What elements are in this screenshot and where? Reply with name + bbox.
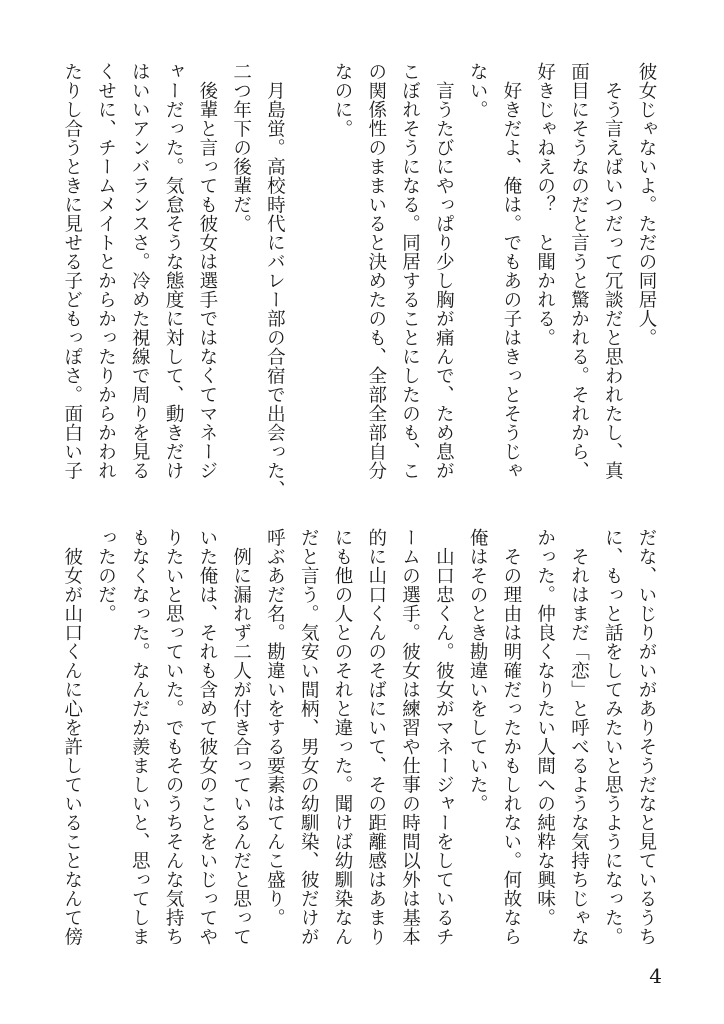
text-column: 二つ年下の後輩だ。 [230,62,252,233]
text-column: りたいと思っていた。でもそのうちそんな気持ち [163,528,185,946]
top-text-block [58,62,666,502]
text-column: はいいアンバランスさ。冷めた視線で周りを見る [129,62,151,480]
text-column: ったのだ。 [95,528,117,623]
text-column: 面目にそうなのだと言うと驚かれる。それから、 [568,62,590,480]
text-column: くせに、チームメイトとからかったりからかわれ [95,62,117,480]
text-column: それはまだ「恋」と呼べるような気持ちじゃな [568,528,590,946]
text-column: だと言う。気安い間柄、男女の幼馴染、彼だけが [298,528,320,946]
text-column: こぼれそうになる。同居することにしたのも、こ [399,62,421,480]
text-column: の関係性のままいると決めたのも、全部全部自分 [365,62,387,480]
text-column: 呼ぶあだ名。勘違いをする要素はてんこ盛り。 [264,528,286,927]
page-number: 4 [649,964,662,988]
text-column: にも他の人とのそれと違った。聞けば幼馴染なん [331,528,353,946]
text-column: 後輩と言っても彼女は選手ではなくてマネージ [196,62,218,480]
text-column: ームの選手。彼女は練習や仕事の時間以外は基本 [399,528,421,946]
text-column: だな、いじりがいがありそうだなと見ているうち [636,528,657,946]
text-column: 俺はそのとき勘違いをしていた。 [467,528,489,813]
text-column: たりし合うときに見せる子どもっぽさ。面白い子 [61,62,83,480]
text-column: ャーだった。気怠そうな態度に対して、動きだけ [163,62,185,480]
text-column: 彼女が山口くんに心を許していることなんて傍 [61,528,83,946]
text-column: に、もっと話をしてみたいと思うようになった。 [602,528,624,946]
text-column: ない。 [467,62,489,119]
bottom-text-block [58,528,666,960]
text-column: かった。仲良くなりたい人間への純粋な興味。 [534,528,556,927]
text-column: もなくなった。なんだか羨ましいと、思ってしま [129,528,151,946]
text-column: 例に漏れず二人が付き合っているんだと思って [230,528,252,946]
text-column: 彼女じゃないよ。ただの同居人。 [636,62,657,347]
text-column: そう言えばいつだって冗談だと思われたし、真 [602,62,624,480]
text-column: 山口忠くん。彼女がマネージャーをしているチ [433,528,455,946]
text-column: 好きだよ、俺は。でもあの子はきっとそうじゃ [500,62,522,480]
text-column: なのに。 [331,62,353,138]
text-column: いた俺は、それも含めて彼女のことをいじってや [196,528,218,946]
text-column: 好きじゃねえの？ と聞かれる。 [534,62,556,347]
text-column: その理由は明確だったかもしれない。何故なら [500,528,522,946]
blank-column [294,62,328,502]
text-column: 言うたびにやっぱり少し胸が痛んで、ため息が [433,62,455,480]
text-column: 月島蛍。高校時代にバレー部の合宿で出会った、 [264,62,286,499]
text-column: 的に山口くんのそばにいて、その距離感はあまり [365,528,387,946]
